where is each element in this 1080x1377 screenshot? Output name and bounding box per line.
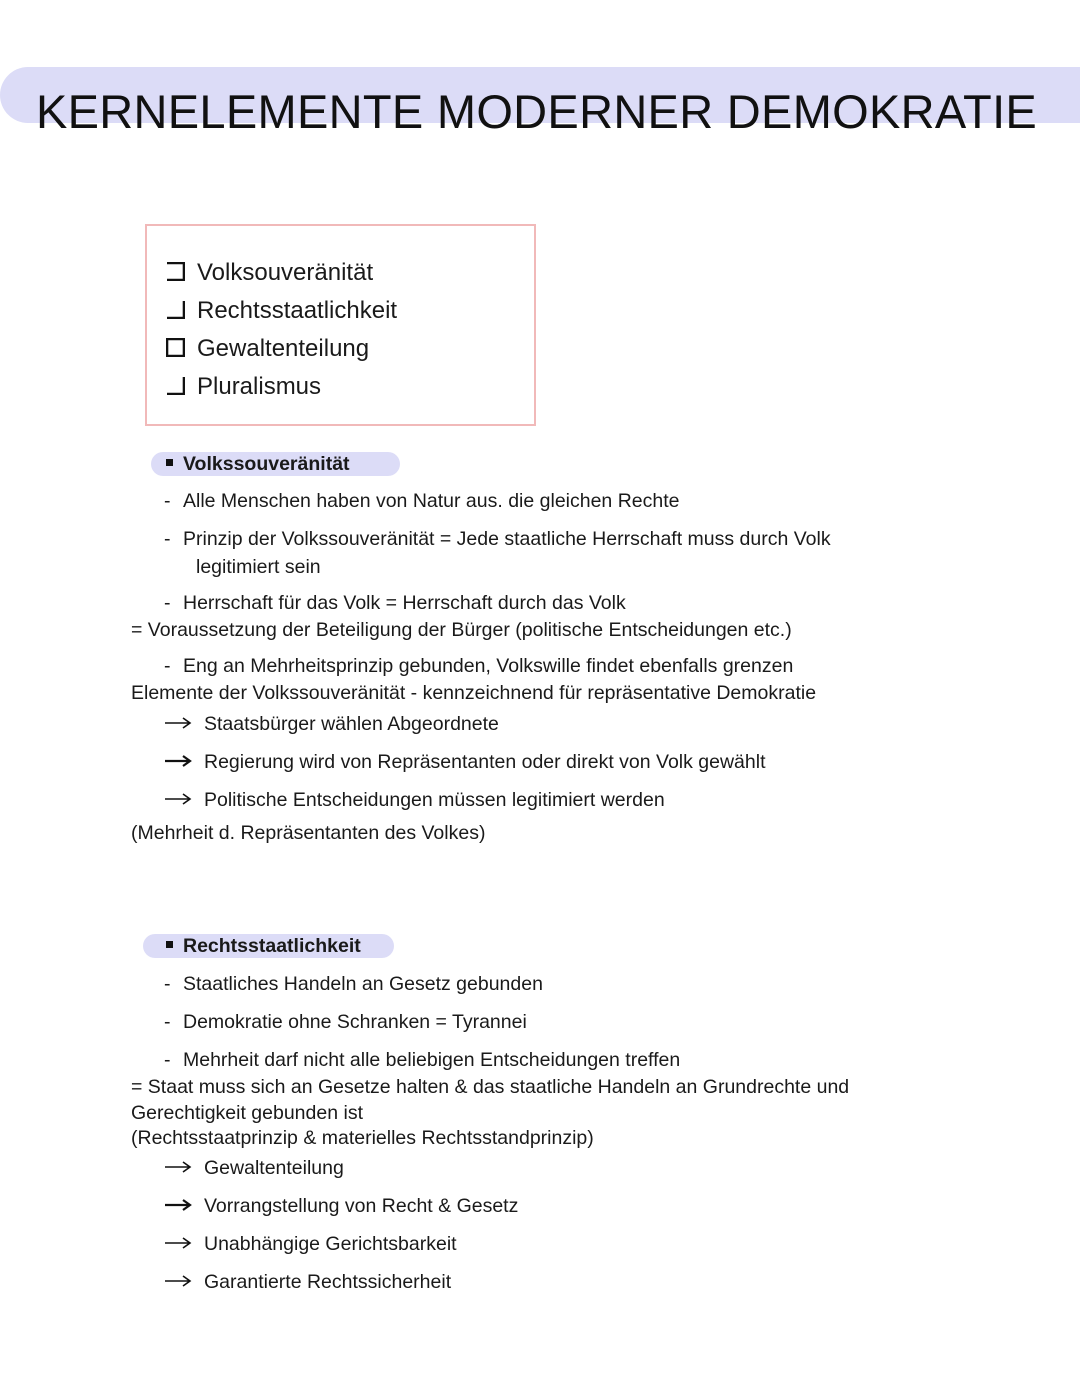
checkbox-icon	[166, 376, 185, 395]
dash-bullet: -	[164, 655, 171, 677]
bullet-square-icon	[166, 941, 173, 948]
dash-bullet: -	[164, 592, 171, 614]
section-heading: Volkssouveränität	[183, 453, 350, 475]
bullet-square-icon	[166, 459, 173, 466]
arrow-item-text: Gewaltenteilung	[204, 1157, 344, 1179]
toc-label: Rechtsstaatlichkeit	[197, 297, 398, 324]
body-text: (Rechtsstaatprinzip & materielles Rechtsstandprinzip)	[131, 1127, 594, 1149]
bullet-text: Prinzip der Volkssouveränität = Jede staatliche Herrschaft muss durch Volk	[183, 528, 831, 550]
arrow-item-text: Unabhängige Gerichtsbarkeit	[204, 1233, 457, 1255]
arrow-item-text: Vorrangstellung von Recht & Gesetz	[204, 1195, 519, 1217]
toc-label: Volksouveränität	[197, 259, 374, 286]
arrow-item-text: Politische Entscheidungen müssen legitimiert werden	[204, 789, 665, 811]
body-text: Elemente der Volkssouveränität - kennzeichnend für repräsentative Demokratie	[131, 682, 817, 704]
checkbox-icon	[166, 262, 185, 281]
arrow-item-text: Regierung wird von Repräsentanten oder direkt von Volk gewählt	[204, 751, 766, 773]
bullet-text: Staatliches Handeln an Gesetz gebunden	[183, 973, 543, 995]
arrow-right-icon	[164, 1274, 192, 1288]
page-title: KERNELEMENTE MODERNER DEMOKRATIE	[36, 85, 1038, 138]
dash-bullet: -	[164, 1049, 171, 1071]
dash-bullet: -	[164, 490, 171, 512]
dash-bullet: -	[164, 528, 171, 550]
bullet-text: legitimiert sein	[196, 556, 321, 578]
arrow-right-icon	[164, 754, 192, 768]
bullet-text: Alle Menschen haben von Natur aus. die gleichen Rechte	[183, 490, 680, 512]
body-text: = Voraussetzung der Beteiligung der Bürger (politische Entscheidungen etc.)	[131, 619, 792, 641]
dash-bullet: -	[164, 1011, 171, 1033]
toc-box	[145, 224, 536, 426]
body-text: Gerechtigkeit gebunden ist	[131, 1102, 363, 1124]
bullet-text: Herrschaft für das Volk = Herrschaft durch das Volk	[183, 592, 626, 614]
note-text: (Mehrheit d. Repräsentanten des Volkes)	[131, 822, 486, 844]
arrow-item-text: Garantierte Rechtssicherheit	[204, 1271, 452, 1293]
arrow-right-icon	[164, 716, 192, 730]
arrow-right-icon	[164, 1160, 192, 1174]
arrow-right-icon	[164, 1236, 192, 1250]
toc-label: Gewaltenteilung	[197, 335, 370, 362]
arrow-right-icon	[164, 792, 192, 806]
checkbox-icon	[166, 338, 185, 357]
bullet-text: Eng an Mehrheitsprinzip gebunden, Volkswille findet ebenfalls grenzen	[183, 655, 794, 677]
arrow-right-icon	[164, 1198, 192, 1212]
arrow-item-text: Staatsbürger wählen Abgeordnete	[204, 713, 499, 735]
checkbox-icon	[166, 300, 185, 319]
section-heading: Rechtsstaatlichkeit	[183, 935, 361, 957]
bullet-text: Demokratie ohne Schranken = Tyrannei	[183, 1011, 527, 1033]
toc-label: Pluralismus	[197, 373, 322, 400]
body-text: = Staat muss sich an Gesetze halten & das staatliche Handeln an Grundrechte und	[131, 1076, 850, 1098]
bullet-text: Mehrheit darf nicht alle beliebigen Entscheidungen treffen	[183, 1049, 681, 1071]
dash-bullet: -	[164, 973, 171, 995]
